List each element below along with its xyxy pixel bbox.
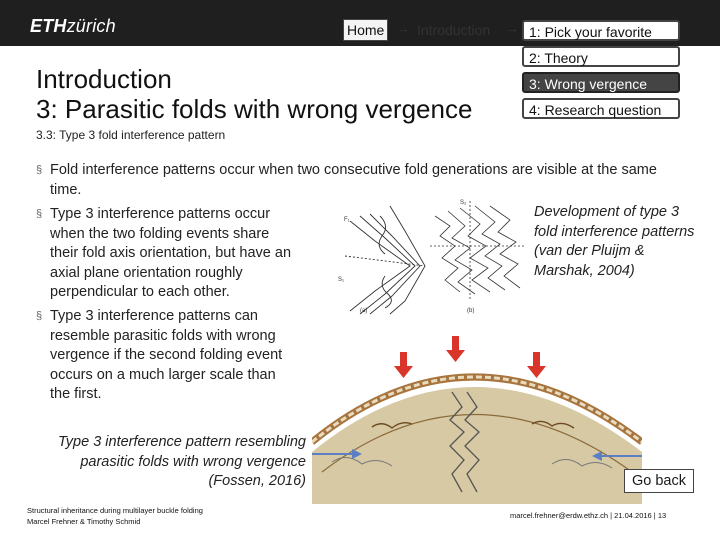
label-a: (a) <box>360 308 368 314</box>
nav-wrong-vergence-button[interactable]: 3: Wrong vergence <box>522 72 680 93</box>
page-title <box>36 64 472 124</box>
arrow-right-icon: → <box>505 20 519 36</box>
nav-pick-favorite-button[interactable]: 1: Pick your favorite <box>522 20 680 41</box>
bullet-marker: § <box>36 208 43 220</box>
label-s2: S₂ <box>460 200 467 206</box>
bullet-text: Fold interference patterns occur when two consecutive fold generations are visible at the same time. <box>50 162 657 198</box>
footer-right: marcel.frehner@erdw.ethz.ch | 21.04.2016 | 13 <box>510 511 667 520</box>
footer-title: Structural inheritance during multilayer buckle folding <box>27 506 203 515</box>
red-arrow-icon <box>446 336 465 362</box>
footer-authors: Marcel Frehner & Timothy Schmid <box>27 517 141 526</box>
bullet-text: Type 3 interference patterns occur when the two folding events share their fold axis orientation, but have an axial plane orientation roughly perpendicular to each other. <box>50 206 292 300</box>
eth-logo <box>30 16 116 37</box>
arrow-right-icon: → <box>396 20 410 36</box>
nav-theory-button[interactable]: 2: Theory <box>522 46 680 67</box>
compression-arrows <box>394 336 546 378</box>
title-line2: 3: Parasitic folds with wrong vergence <box>36 94 473 124</box>
red-arrow-icon <box>527 352 546 378</box>
figure1-caption: Development of type 3 fold interference patterns (van der Pluijm & Marshak, 2004) <box>534 204 695 279</box>
bullet-item <box>36 161 690 200</box>
label-s1: S₁ <box>338 277 345 283</box>
home-button[interactable]: Home <box>343 19 388 41</box>
footer-left <box>27 505 203 527</box>
interference-diagram <box>330 196 530 316</box>
bullet-marker: § <box>36 164 43 176</box>
diagram-a <box>345 206 425 314</box>
label-b: (b) <box>467 308 475 314</box>
diagram-b <box>430 201 525 301</box>
bullet-marker: § <box>36 310 43 322</box>
bullet-text: Type 3 interference patterns can resemble parasitic folds with wrong vergence if the second folding event occurs on a much larger scale than the first. <box>50 308 283 402</box>
bullet-item <box>36 205 298 303</box>
go-back-button[interactable]: Go back <box>624 469 694 493</box>
logo-rest: zürich <box>66 16 116 36</box>
bullet-item <box>36 307 288 405</box>
logo-bold: ETH <box>30 16 67 36</box>
title-line1: Introduction <box>36 64 172 94</box>
label-f1: F₁ <box>344 217 350 223</box>
red-arrow-icon <box>394 352 413 378</box>
breadcrumb-introduction[interactable]: Introduction <box>417 22 491 38</box>
section-subtitle: 3.3: Type 3 fold interference pattern <box>36 128 226 142</box>
fold-illustration <box>312 332 642 504</box>
nav-research-question-button[interactable]: 4: Research question <box>522 98 680 119</box>
figure2-caption: Type 3 interference pattern resembling parasitic folds with wrong vergence (Fossen, 2016) <box>58 434 306 489</box>
